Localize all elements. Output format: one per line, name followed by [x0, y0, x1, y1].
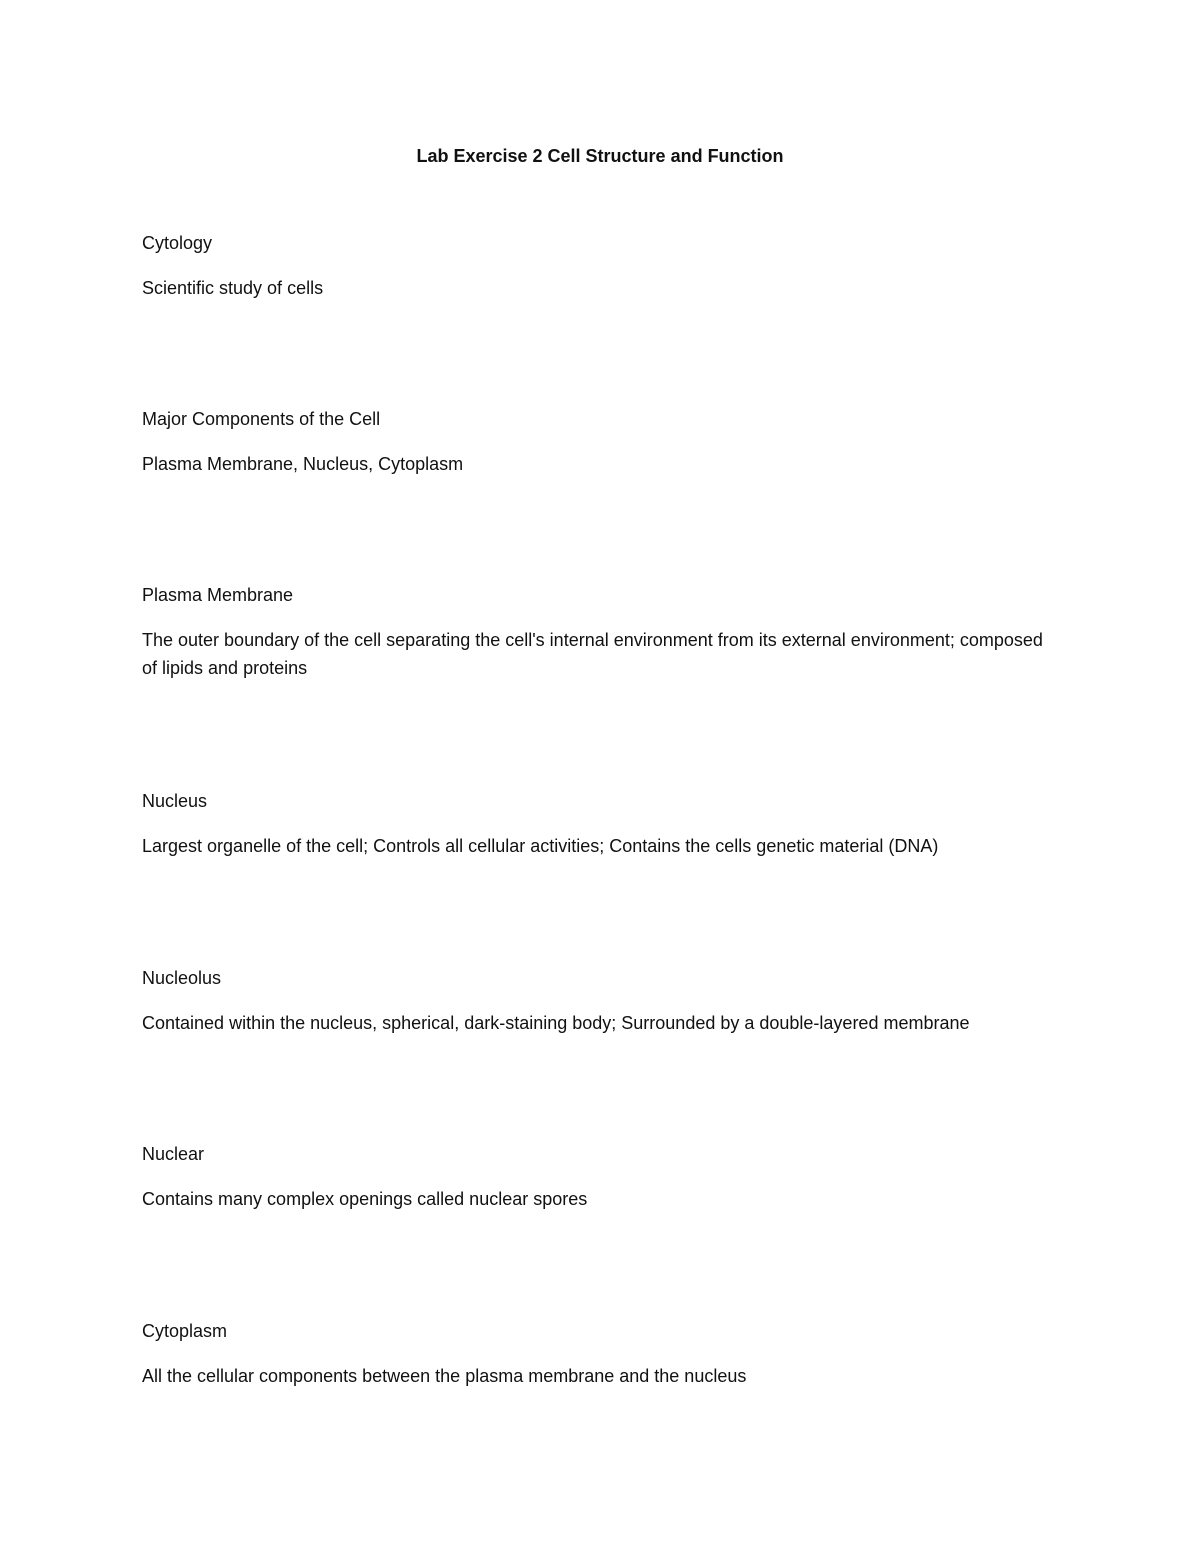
term-nuclear: Nuclear — [142, 1144, 205, 1164]
definition-cytology: Scientific study of cells — [142, 278, 324, 298]
definition-nuclear: Contains many complex openings called nuclear spores — [142, 1189, 588, 1209]
term-nucleus: Nucleus — [142, 791, 208, 811]
term-nucleolus: Nucleolus — [142, 968, 222, 988]
term-cytology: Cytology — [142, 233, 213, 253]
term-plasma-membrane: Plasma Membrane — [142, 585, 294, 605]
document-title: Lab Exercise 2 Cell Structure and Function — [416, 146, 784, 166]
term-cytoplasm: Cytoplasm — [142, 1321, 228, 1341]
definition-major-components: Plasma Membrane, Nucleus, Cytoplasm — [142, 454, 464, 474]
term-major-components: Major Components of the Cell — [142, 409, 381, 429]
definition-nucleolus: Contained within the nucleus, spherical, dark-staining body; Surrounded by a double-layered membrane — [142, 1013, 970, 1033]
definition-cytoplasm: All the cellular components between the plasma membrane and the nucleus — [142, 1366, 747, 1386]
definition-plasma-membrane: The outer boundary of the cell separating the cell's internal environment from its external environment; composed of lipids and proteins — [142, 630, 1043, 678]
definition-nucleus: Largest organelle of the cell; Controls all cellular activities; Contains the cells genetic material (DNA) — [142, 836, 939, 856]
